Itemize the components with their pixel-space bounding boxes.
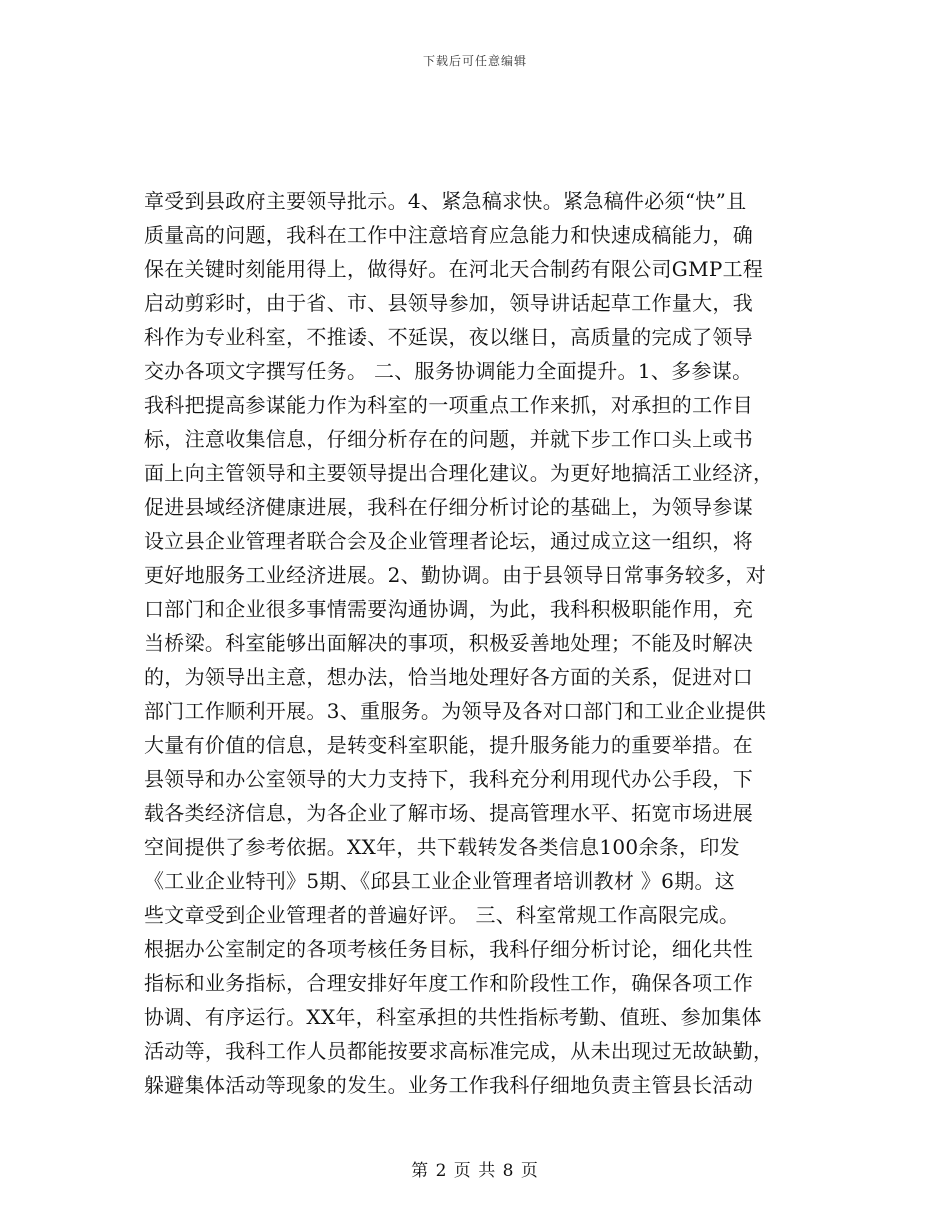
text-line: 的，为领导出主意，想办法，恰当地处理好各方面的关系，促进对口 [144,665,753,689]
text-line: 些文章受到企业管理者的普遍好评。 三、科室常规工作高限完成。 [144,903,740,927]
text-line: 启动剪彩时，由于省、市、县领导参加，领导讲话起草工作量大，我 [144,291,753,315]
text-line: 章受到县政府主要领导批示。4、紧急稿求快。紧急稿件必须“快”且 [144,189,747,213]
text-line: 载各类经济信息，为各企业了解市场、提高管理水平、拓宽市场进展 [144,801,753,825]
text-line: 当桥梁。科室能够出面解决的事项，积极妥善地处理；不能及时解决 [144,631,753,655]
text-line: 《工业企业特刊》5期、《邱县工业企业管理者培训教材 》6期。这 [144,869,736,893]
text-line: 面上向主管领导和主要领导提出合理化建议。为更好地搞活工业经济， [144,461,774,485]
text-line: 口部门和企业很多事情需要沟通协调，为此，我科积极职能作用，充 [144,597,753,621]
document-body [144,184,804,1102]
text-line: 躲避集体活动等现象的发生。业务工作我科仔细地负责主管县长活动 [144,1073,753,1097]
text-line: 科作为专业科室，不推诿、不延误，夜以继日，高质量的完成了领导 [144,325,753,349]
text-line: 我科把提高参谋能力作为科室的一项重点工作来抓，对承担的工作目 [144,393,753,417]
text-line: 标，注意收集信息，仔细分析存在的问题，并就下步工作口头上或书 [144,427,753,451]
text-line: 更好地服务工业经济进展。2、勤协调。由于县领导日常事务较多，对 [144,563,767,587]
text-line: 交办各项文字撰写任务。 二、服务协调能力全面提升。1、多参谋。 [144,359,753,383]
text-line: 设立县企业管理者联合会及企业管理者论坛，通过成立这一组织，将 [144,529,753,553]
text-line: 空间提供了参考依据。XX年，共下载转发各类信息100余条，印发 [144,835,740,859]
text-line: 促进县域经济健康进展，我科在仔细分析讨论的基础上，为领导参谋 [144,495,753,519]
text-line: 指标和业务指标，合理安排好年度工作和阶段性工作，确保各项工作 [144,971,753,995]
page-footer: 第 2 页 共 8 页 [411,1161,539,1181]
text-line: 保在关键时刻能用得上，做得好。在河北天合制药有限公司GMP工程 [144,257,764,281]
text-line: 活动等，我科工作人员都能按要求高标准完成，从未出现过无故缺勤， [144,1039,774,1063]
text-line: 县领导和办公室领导的大力支持下，我科充分利用现代办公手段，下 [144,767,753,791]
text-line: 协调、有序运行。XX年，科室承担的共性指标考勤、值班、参加集体 [144,1005,762,1029]
text-line: 大量有价值的信息，是转变科室职能，提升服务能力的重要举措。在 [144,733,753,757]
text-line: 部门工作顺利开展。3、重服务。为领导及各对口部门和工业企业提供 [144,699,767,723]
text-line: 根据办公室制定的各项考核任务目标，我科仔细分析讨论，细化共性 [144,937,753,961]
text-line: 质量高的问题，我科在工作中注意培育应急能力和快速成稿能力，确 [144,223,753,247]
page-header: 下载后可任意编辑 [422,54,527,68]
